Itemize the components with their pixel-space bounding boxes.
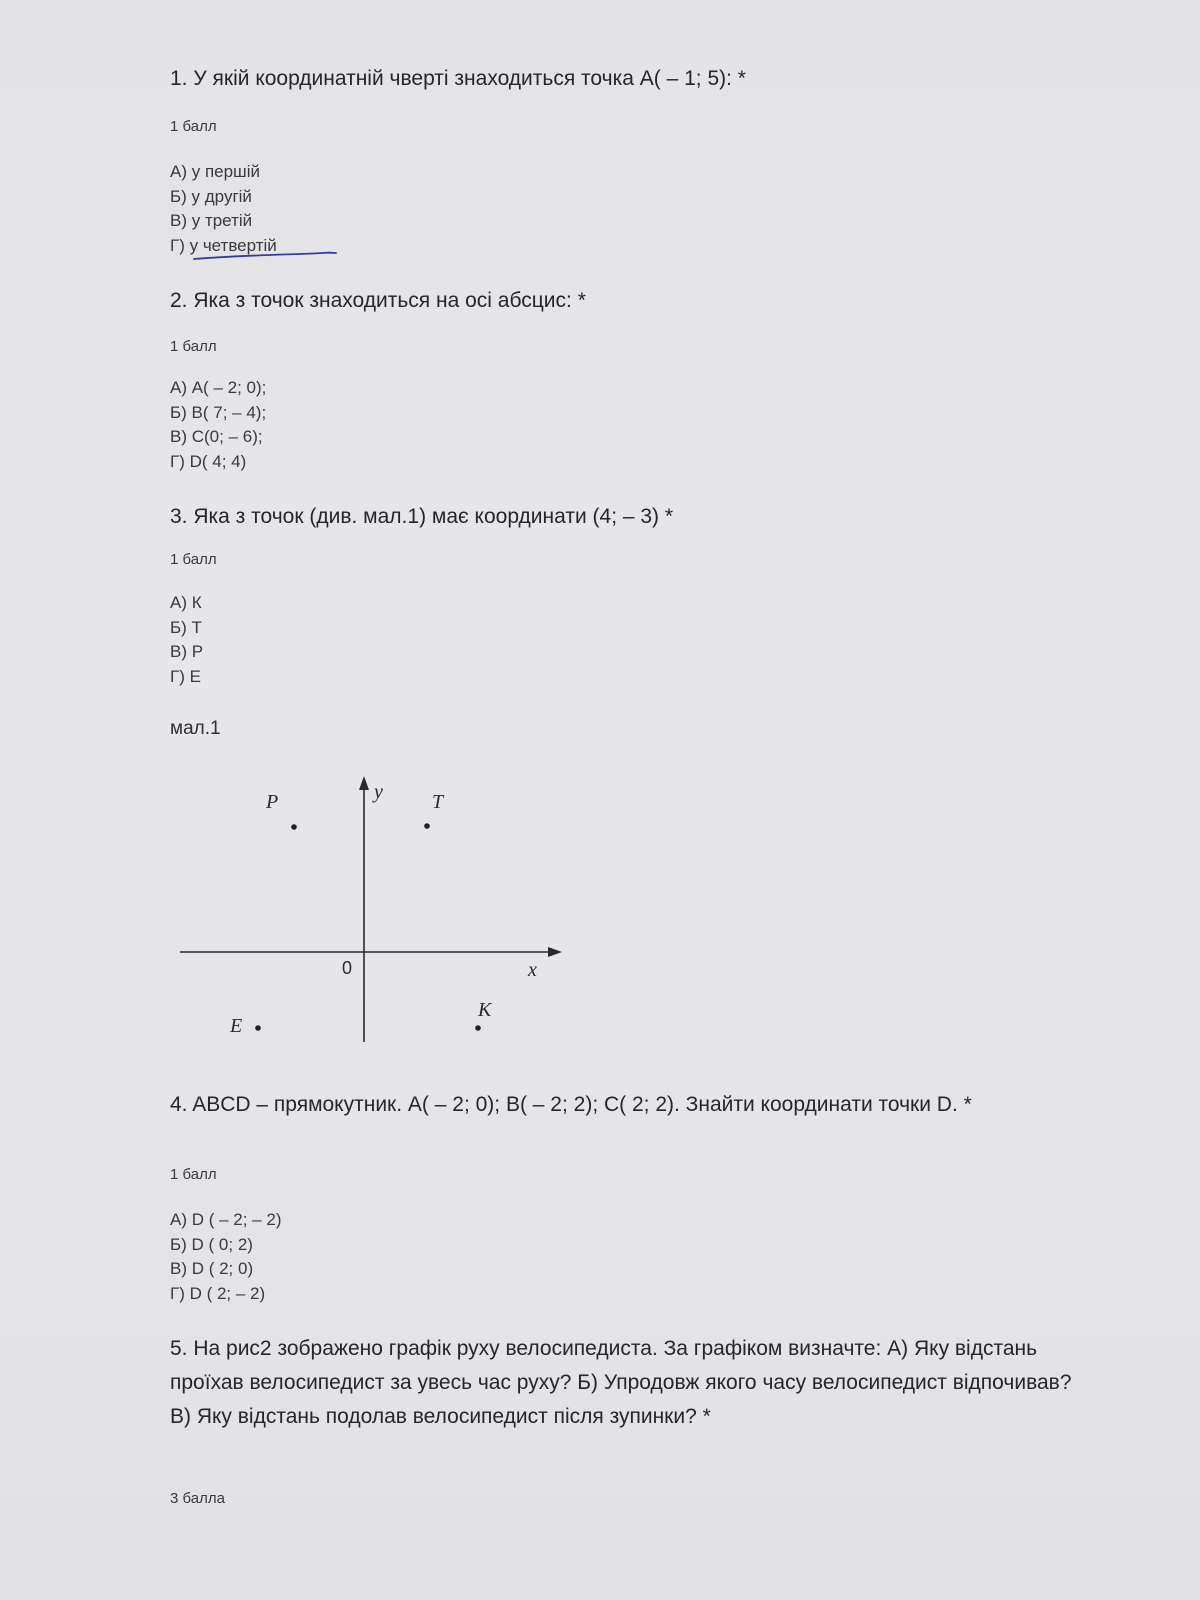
question-2-options — [170, 376, 266, 474]
point-k-label: K — [478, 999, 492, 1021]
x-axis-label: x — [528, 959, 537, 981]
option-d: Г) D ( 2; – 2) — [170, 1283, 266, 1303]
question-4-title: 4. ABCD – прямокутник. А( – 2; 0); В( – 2; 2); С( 2; 2). Знайти координати точки D. * — [170, 1093, 972, 1116]
question-3-title: 3. Яка з точок (див. мал.1) має координати (4; – 3) * — [170, 505, 674, 528]
option-a: А) К — [170, 593, 202, 612]
question-5-title: 5. На рис2 зображено графік руху велосипедиста. За графіком визначте: А) Яку відстань проїхав велосипедист за увесь час руху? Б) Упродовж якого часу велосипедист відпочивав? В) Яку відстань подолав велосипедист після зупинки? * — [170, 1337, 1072, 1428]
y-axis-arrow-icon — [359, 776, 369, 790]
option-c: В) D ( 2; 0) — [170, 1259, 254, 1278]
figure-caption: мал.1 — [170, 718, 221, 739]
question-1-points: 1 балл — [170, 118, 217, 135]
question-2-points: 1 балл — [170, 338, 217, 355]
option-d: Г) Е — [170, 666, 201, 686]
option-a: А) А( – 2; 0); — [170, 378, 267, 397]
point-t — [424, 823, 430, 829]
question-2-title: 2. Яка з точок знаходиться на осі абсцис: * — [170, 289, 586, 312]
pen-underline-mark — [190, 248, 340, 264]
y-axis-label: y — [374, 781, 383, 803]
question-4-options — [170, 1208, 281, 1306]
question-1-title: 1. У якій координатній чверті знаходиться точка А( – 1; 5): * — [170, 67, 746, 90]
option-b: Б) В( 7; – 4); — [170, 402, 267, 422]
origin-label: 0 — [342, 958, 353, 978]
option-c: В) Р — [170, 642, 204, 661]
option-a: А) у першій — [170, 162, 260, 181]
question-5-points: 3 балла — [170, 1490, 225, 1507]
question-4-points: 1 балл — [170, 1166, 217, 1183]
x-axis-arrow-icon — [548, 947, 562, 957]
option-d: Г) D( 4; 4) — [170, 451, 247, 471]
option-b: Б) у другій — [170, 186, 252, 206]
option-c: В) у третій — [170, 211, 253, 230]
question-1-options — [170, 160, 277, 258]
question-3-points: 1 балл — [170, 551, 217, 568]
option-b: Б) D ( 0; 2) — [170, 1234, 253, 1254]
point-e — [255, 1025, 261, 1031]
point-p — [291, 824, 297, 830]
point-p-label: P — [266, 791, 279, 813]
option-b: Б) Т — [170, 617, 202, 637]
coordinate-plane-figure — [170, 770, 570, 1050]
option-a: А) D ( – 2; – 2) — [170, 1210, 282, 1229]
question-3-options — [170, 591, 203, 689]
point-e-label: E — [230, 1015, 243, 1037]
option-c: В) С(0; – 6); — [170, 427, 263, 446]
point-t-label: T — [432, 791, 444, 813]
option-d: Г) у четвертій — [170, 235, 277, 255]
point-k — [475, 1025, 481, 1031]
